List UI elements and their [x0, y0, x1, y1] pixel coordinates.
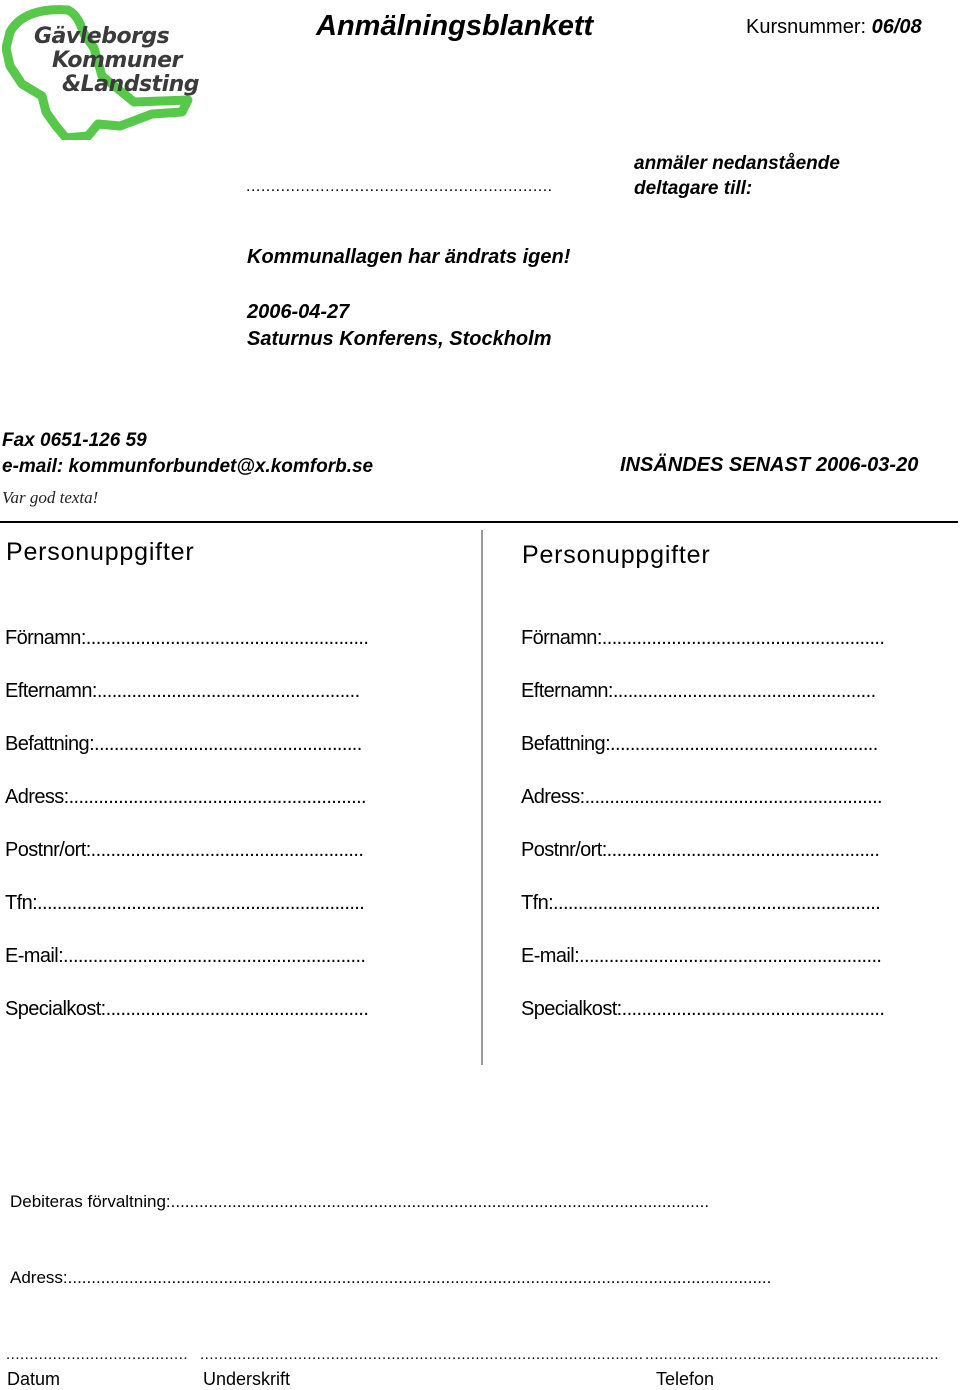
- form-title: Anmälningsblankett: [316, 10, 594, 42]
- email-address: e-mail: kommunforbundet@x.komforb.se: [2, 456, 374, 477]
- course-number: [746, 16, 922, 39]
- participant-2-heading: Personuppgifter: [522, 541, 711, 569]
- course-number-label: Kursnummer:: [746, 16, 867, 38]
- signature-label: Underskrift: [203, 1369, 291, 1389]
- participant-1-heading: Personuppgifter: [6, 538, 195, 566]
- date-label: Datum: [7, 1369, 61, 1389]
- participant-1-first-name[interactable]: Förnamn:.........................................................: [5, 627, 369, 649]
- signature-field[interactable]: ...............................................................................................: [200, 1346, 644, 1363]
- course-title: Kommunallagen har ändrats igen!: [247, 246, 571, 268]
- participant-2-last-name[interactable]: Efternamn:.....................................................: [521, 680, 876, 702]
- print-note: Var god texta!: [2, 488, 99, 507]
- organization-logo: [2, 4, 200, 140]
- registers-text: [634, 151, 840, 201]
- participant-2-phone[interactable]: Tfn:..................................................................: [521, 892, 881, 914]
- participant-1-last-name[interactable]: Efternamn:.....................................................: [5, 680, 360, 702]
- section-divider-horizontal: [0, 521, 958, 523]
- organization-field[interactable]: ..............................................................: [246, 178, 553, 195]
- phone-label: Telefon: [656, 1369, 715, 1389]
- participant-1-address[interactable]: Adress:............................................................: [5, 786, 367, 808]
- phone-field[interactable]: ...............................................................: [645, 1346, 940, 1363]
- course-venue: Saturnus Konferens, Stockholm: [247, 328, 552, 350]
- participant-1-postcode-city[interactable]: Postnr/ort:.......................................................: [5, 839, 364, 861]
- participant-1-email[interactable]: E-mail:.............................................................: [5, 945, 366, 967]
- participant-2-first-name[interactable]: Förnamn:.........................................................: [521, 627, 885, 649]
- deadline: [620, 454, 918, 477]
- logo-text-line-2: Kommuner: [52, 48, 182, 73]
- deadline-label: INSÄNDES SENAST: [620, 454, 811, 476]
- participant-2-postcode-city[interactable]: Postnr/ort:.......................................................: [521, 839, 880, 861]
- fax-number: Fax 0651-126 59: [2, 430, 147, 451]
- participant-1-position[interactable]: Befattning:......................................................: [5, 733, 362, 755]
- registers-text-line-1: anmäler nedanstående: [634, 153, 840, 174]
- participant-2-address[interactable]: Adress:............................................................: [521, 786, 883, 808]
- logo-text-line-3: &Landsting: [62, 72, 200, 97]
- participant-2-special-diet[interactable]: Specialkost:.....................................................: [521, 998, 885, 1020]
- billing-address-field[interactable]: Adress:.....................................................................................................................................................: [10, 1268, 772, 1287]
- logo-text-line-1: Gävleborgs: [34, 24, 170, 49]
- date-field[interactable]: .......................................: [6, 1346, 189, 1363]
- registers-text-line-2: deltagare till:: [634, 178, 753, 199]
- participant-1-special-diet[interactable]: Specialkost:.....................................................: [5, 998, 369, 1020]
- participant-2-email[interactable]: E-mail:.............................................................: [521, 945, 882, 967]
- course-date-venue: [247, 299, 552, 353]
- deadline-date: 2006-03-20: [816, 454, 919, 476]
- contact-info: [2, 428, 373, 480]
- participant-1-phone[interactable]: Tfn:..................................................................: [5, 892, 365, 914]
- course-number-value: 06/08: [871, 16, 922, 38]
- course-date: 2006-04-27: [247, 301, 350, 323]
- participant-2-position[interactable]: Befattning:......................................................: [521, 733, 878, 755]
- billing-department-field[interactable]: Debiteras förvaltning:..................................................................................................................: [10, 1192, 710, 1211]
- section-divider-vertical: [481, 530, 483, 1065]
